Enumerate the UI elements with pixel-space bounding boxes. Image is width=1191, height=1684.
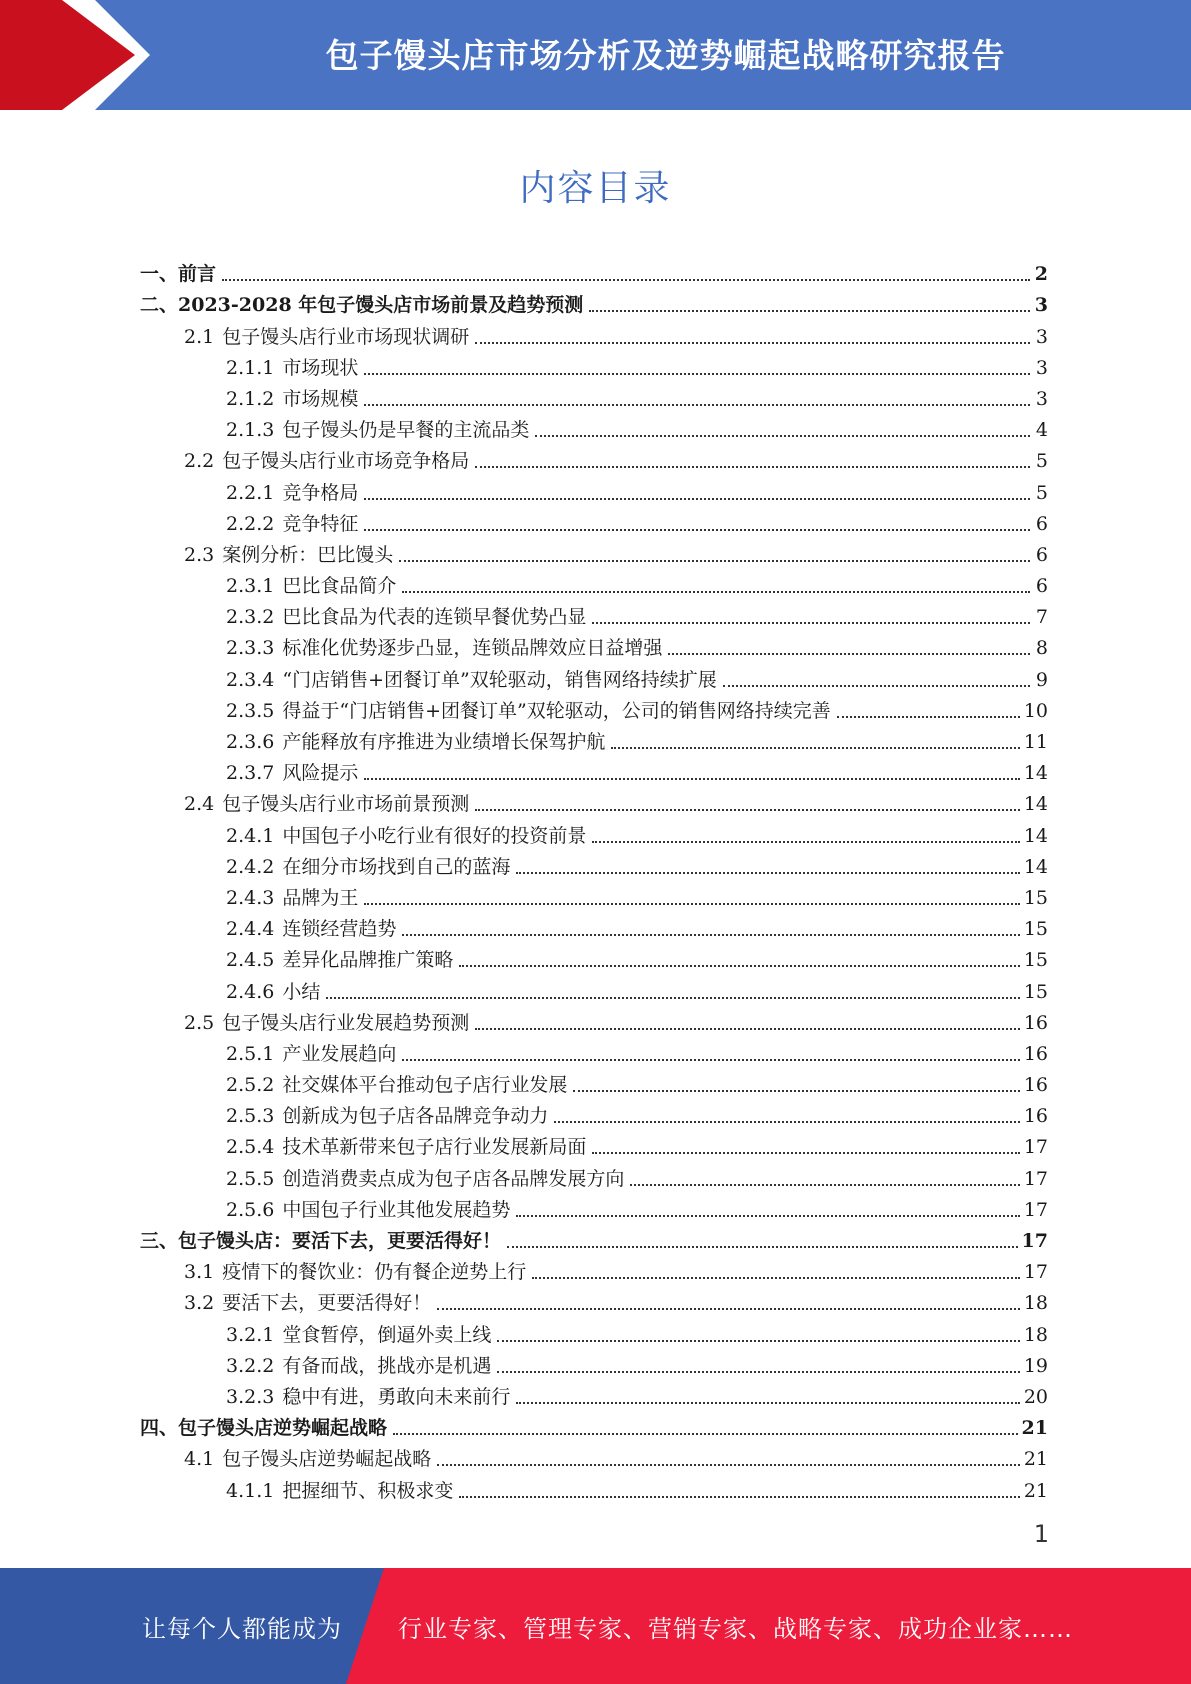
toc-entry-number: 2.1.3: [226, 419, 275, 442]
toc-entry-number: 2.5.3: [226, 1105, 275, 1128]
toc-entry[interactable]: [140, 1003, 1048, 1034]
toc-entry[interactable]: [140, 504, 1048, 535]
toc-dot-leader: [475, 1028, 1020, 1030]
toc-entry[interactable]: [140, 1408, 1048, 1439]
toc-entry-number: 2.5.2: [226, 1074, 275, 1097]
report-title: 包子馒头店市场分析及逆势崛起战略研究报告: [325, 35, 1006, 75]
toc-entry-page: 16: [1023, 1011, 1048, 1034]
toc-dot-leader: [668, 653, 1030, 655]
toc-entry-title: 包子馒头店行业市场竞争格局: [222, 450, 470, 473]
toc-entry-title: 创新成为包子店各品牌竞争动力: [282, 1105, 549, 1128]
toc-entry-title: 堂食暂停，倒逼外卖上线: [282, 1323, 492, 1346]
toc-entry[interactable]: [140, 940, 1048, 971]
toc-entry[interactable]: [140, 784, 1048, 815]
toc-entry[interactable]: [140, 472, 1048, 503]
toc-entry[interactable]: [140, 691, 1048, 722]
toc-entry-title: 在细分市场找到自己的蓝海: [282, 855, 511, 878]
toc-dot-leader: [459, 1496, 1019, 1498]
toc-entry[interactable]: [140, 909, 1048, 940]
toc-dot-leader: [516, 1402, 1019, 1404]
toc-entry-title: 中国包子小吃行业有很好的投资前景: [282, 824, 587, 847]
toc-entry-number: 三、: [140, 1230, 179, 1252]
toc-entry-number: 四、: [140, 1417, 179, 1440]
toc-entry-page: 17: [1023, 1198, 1048, 1221]
toc-entry-title: 连锁经营趋势: [282, 918, 397, 941]
toc-entry[interactable]: [140, 815, 1048, 846]
toc-entry-page: 14: [1023, 855, 1048, 878]
toc-entry-number: 2.4.2: [226, 855, 275, 878]
toc-entry-number: 3.2.3: [226, 1385, 275, 1408]
toc-dot-leader: [592, 841, 1019, 843]
toc-dot-leader: [399, 560, 1030, 562]
toc-entry-number: 2.5: [184, 1011, 215, 1034]
toc-entry-title: 包子馒头店行业发展趋势预测: [222, 1011, 470, 1034]
toc-dot-leader: [364, 404, 1030, 406]
toc-entry-page: 15: [1023, 918, 1048, 941]
toc-entry-number: 2.4.4: [226, 918, 275, 941]
toc-entry-page: 16: [1023, 1042, 1048, 1065]
toc-entry-number: 2.5.4: [226, 1136, 275, 1159]
toc-entry-page: 18: [1023, 1292, 1048, 1315]
toc-entry[interactable]: [140, 1065, 1048, 1096]
toc-dot-leader: [364, 373, 1030, 375]
toc-dot-leader: [222, 279, 1030, 281]
toc-entry-title: 中国包子行业其他发展趋势: [282, 1198, 511, 1221]
toc-entry-page: 6: [1035, 543, 1048, 566]
toc-entry[interactable]: [140, 566, 1048, 597]
toc-entry-number: 2.3: [184, 543, 215, 566]
toc-entry-page: 10: [1023, 699, 1048, 722]
toc-entry-number: 2.3.7: [226, 762, 275, 785]
toc-entry-page: 6: [1035, 512, 1048, 535]
toc-entry-number: 2.3.6: [226, 731, 275, 753]
toc-entry[interactable]: [140, 1470, 1048, 1501]
footer-banner: [0, 1568, 1191, 1684]
toc-entry-title: 标准化优势逐步凸显，连锁品牌效应日益增强: [282, 637, 663, 660]
toc-entry-title: “门店销售+团餐订单”双轮驱动，销售网络持续扩展: [282, 668, 717, 691]
toc-dot-leader: [326, 997, 1019, 999]
toc-entry-title: 有备而战，挑战亦是机遇: [282, 1354, 492, 1377]
toc-entry-page: 7: [1035, 606, 1048, 629]
toc-entry-title: 包子馒头店逆势崛起战略: [222, 1448, 432, 1471]
toc-entry-number: 2.1: [184, 325, 215, 348]
toc-entry-title: 品牌为王: [282, 886, 359, 909]
toc-entry[interactable]: [140, 316, 1048, 347]
toc-entry-page: 21: [1023, 1448, 1048, 1471]
toc-entry-number: 2.4.1: [226, 824, 275, 847]
toc-entry-page: 14: [1023, 762, 1048, 785]
toc-entry-number: 2.4: [184, 793, 215, 816]
toc-dot-leader: [475, 809, 1020, 811]
toc-entry-page: 14: [1023, 793, 1048, 816]
toc-dot-leader: [589, 310, 1030, 312]
toc-entry[interactable]: [140, 628, 1048, 659]
toc-entry[interactable]: [140, 1283, 1048, 1314]
page-number: 1: [1033, 1520, 1049, 1548]
toc-entry-page: 11: [1023, 731, 1048, 753]
toc-entry-page: 3: [1035, 325, 1048, 348]
toc-entry-number: 一、: [140, 263, 179, 286]
toc-dot-leader: [475, 342, 1030, 344]
toc-entry[interactable]: [140, 1346, 1048, 1377]
toc-dot-leader: [497, 1340, 1019, 1342]
toc-entry[interactable]: [140, 878, 1048, 909]
toc-entry-page: 15: [1023, 886, 1048, 909]
toc-entry[interactable]: [140, 348, 1048, 379]
toc-entry[interactable]: [140, 1439, 1048, 1470]
toc-entry-title: 稳中有进，勇敢向未来前行: [282, 1385, 511, 1408]
toc-entry-page: 19: [1023, 1354, 1048, 1377]
toc-entry[interactable]: [140, 535, 1048, 566]
toc-entry-title: 案例分析：巴比馒头: [222, 543, 394, 566]
toc-entry-title: 包子馒头店：要活下去，更要活得好！: [178, 1230, 502, 1252]
toc-entry-number: 2.3.5: [226, 699, 275, 722]
toc-entry[interactable]: [140, 441, 1048, 472]
toc-entry-page: 3: [1034, 294, 1048, 317]
toc-entry-title: 产能释放有序推进为业绩增长保驾护航: [282, 731, 606, 753]
toc-entry[interactable]: [140, 1377, 1048, 1408]
toc-entry-page: 3: [1035, 356, 1048, 379]
footer-slogan-left: 让每个人都能成为: [142, 1614, 342, 1643]
toc-entry-number: 2.4.5: [226, 949, 275, 972]
toc-dot-leader: [402, 591, 1030, 593]
toc-dot-leader: [723, 685, 1030, 687]
toc-entry-page: 2: [1034, 263, 1048, 286]
toc-entry-number: 2.2.1: [226, 481, 275, 504]
toc-entry-page: 15: [1023, 980, 1048, 1003]
toc-entry-title: 把握细节、积极求变: [282, 1479, 454, 1502]
toc-entry-title: 风险提示: [282, 762, 359, 785]
toc-entry-number: 2.1.1: [226, 356, 275, 379]
toc-entry-page: 16: [1023, 1074, 1048, 1097]
toc-dot-leader: [364, 903, 1019, 905]
toc-entry-title: 巴比食品为代表的连锁早餐优势凸显: [282, 606, 587, 629]
toc-entry-page: 4: [1035, 419, 1048, 442]
toc-entry[interactable]: [140, 1221, 1048, 1252]
toc-dot-leader: [364, 529, 1030, 531]
toc-entry-number: 2.3.4: [226, 668, 275, 691]
toc-entry-title: 疫情下的餐饮业：仍有餐企逆势上行: [222, 1261, 527, 1284]
toc-entry[interactable]: [140, 1034, 1048, 1065]
toc-entry[interactable]: [140, 597, 1048, 628]
toc-entry-title: 市场规模: [282, 387, 359, 410]
toc-entry-number: 2.2: [184, 450, 215, 473]
toc-dot-leader: [535, 435, 1030, 437]
toc-entry-title: 巴比食品简介: [282, 575, 397, 598]
table-of-contents: [140, 254, 1048, 1502]
toc-entry-number: 4.1.1: [226, 1479, 275, 1502]
toc-entry[interactable]: [140, 971, 1048, 1002]
toc-entry-title: 创造消费卖点成为包子店各品牌发展方向: [282, 1167, 625, 1190]
toc-entry-title: 竞争格局: [282, 481, 359, 504]
toc-dot-leader: [837, 716, 1020, 718]
header-arrow-decoration: [0, 0, 160, 110]
toc-entry-number: 3.2: [184, 1292, 215, 1315]
toc-entry-title: 包子馒头店行业市场现状调研: [222, 325, 470, 348]
toc-entry[interactable]: [140, 1252, 1048, 1283]
toc-entry-page: 3: [1035, 387, 1048, 410]
toc-dot-leader: [630, 1184, 1019, 1186]
toc-entry[interactable]: [140, 753, 1048, 784]
toc-entry-number: 2.1.2: [226, 387, 275, 410]
toc-entry-title: 前言: [178, 263, 217, 286]
toc-entry-page: 8: [1035, 637, 1048, 660]
toc-dot-leader: [611, 747, 1019, 749]
toc-entry[interactable]: [140, 285, 1048, 316]
toc-entry-title: 竞争特征: [282, 512, 359, 535]
toc-dot-leader: [402, 1059, 1019, 1061]
toc-entry-title: 得益于“门店销售+团餐订单”双轮驱动，公司的销售网络持续完善: [282, 699, 831, 722]
toc-entry[interactable]: [140, 722, 1048, 753]
toc-entry[interactable]: [140, 1158, 1048, 1189]
toc-dot-leader: [364, 498, 1030, 500]
toc-entry-title: 市场现状: [282, 356, 359, 379]
toc-entry-title: 产业发展趋向: [282, 1042, 397, 1065]
toc-dot-leader: [437, 1464, 1020, 1466]
toc-dot-leader: [507, 1246, 1018, 1248]
toc-entry-number: 2.5.6: [226, 1198, 275, 1221]
toc-entry-title: 2023-2028 年包子馒头店市场前景及趋势预测: [178, 294, 584, 317]
toc-entry-title: 要活下去，更要活得好！: [222, 1292, 432, 1315]
toc-dot-leader: [459, 965, 1019, 967]
toc-entry-page: 17: [1021, 1230, 1048, 1252]
toc-entry-number: 2.3.3: [226, 637, 275, 660]
toc-entry-title: 差异化品牌推广策略: [282, 949, 454, 972]
toc-entry[interactable]: [140, 847, 1048, 878]
toc-entry-page: 21: [1023, 1479, 1048, 1502]
toc-entry-number: 2.3.2: [226, 606, 275, 629]
toc-entry-number: 3.1: [184, 1261, 215, 1284]
toc-entry-number: 2.4.6: [226, 980, 275, 1003]
toc-entry[interactable]: [140, 1190, 1048, 1221]
toc-entry-number: 2.3.1: [226, 575, 275, 598]
toc-entry-page: 5: [1035, 450, 1048, 473]
toc-dot-leader: [573, 1090, 1019, 1092]
toc-entry-title: 小结: [282, 980, 321, 1003]
toc-dot-leader: [532, 1277, 1020, 1279]
toc-entry-page: 17: [1023, 1261, 1048, 1284]
toc-entry-number: 2.5.1: [226, 1042, 275, 1065]
footer-slogan-right: 行业专家、管理专家、营销专家、战略专家、成功企业家……: [398, 1614, 1073, 1643]
toc-dot-leader: [516, 872, 1019, 874]
toc-entry-page: 18: [1023, 1323, 1048, 1346]
toc-entry-page: 9: [1035, 668, 1048, 691]
toc-entry-number: 4.1: [184, 1448, 215, 1471]
toc-entry-page: 16: [1023, 1105, 1048, 1128]
toc-dot-leader: [475, 466, 1030, 468]
toc-entry-number: 二、: [140, 294, 179, 317]
toc-dot-leader: [592, 622, 1030, 624]
toc-entry-number: 3.2.2: [226, 1354, 275, 1377]
toc-dot-leader: [497, 1371, 1019, 1373]
toc-dot-leader: [402, 934, 1019, 936]
toc-dot-leader: [364, 778, 1019, 780]
toc-entry-number: 2.5.5: [226, 1167, 275, 1190]
toc-entry[interactable]: [140, 659, 1048, 690]
toc-dot-leader: [393, 1433, 1018, 1435]
toc-entry-page: 20: [1023, 1385, 1048, 1408]
toc-entry-page: 17: [1023, 1167, 1048, 1190]
toc-entry[interactable]: [140, 1096, 1048, 1127]
toc-entry[interactable]: [140, 379, 1048, 410]
toc-entry[interactable]: [140, 1127, 1048, 1158]
toc-entry-title: 包子馒头店行业市场前景预测: [222, 793, 470, 816]
toc-entry-title: 包子馒头店逆势崛起战略: [178, 1417, 388, 1440]
header-banner: [0, 0, 1191, 110]
toc-entry-title: 技术革新带来包子店行业发展新局面: [282, 1136, 587, 1159]
toc-dot-leader: [516, 1215, 1019, 1217]
toc-entry-title: 包子馒头仍是早餐的主流品类: [282, 419, 530, 442]
toc-dot-leader: [554, 1121, 1019, 1123]
toc-entry-page: 15: [1023, 949, 1048, 972]
toc-dot-leader: [592, 1152, 1019, 1154]
toc-entry-number: 2.2.2: [226, 512, 275, 535]
toc-entry-page: 14: [1023, 824, 1048, 847]
toc-entry-title: 社交媒体平台推动包子店行业发展: [282, 1074, 568, 1097]
toc-entry-page: 5: [1035, 481, 1048, 504]
toc-entry-page: 6: [1035, 575, 1048, 598]
toc-entry[interactable]: [140, 1314, 1048, 1345]
toc-entry-page: 21: [1021, 1417, 1048, 1440]
toc-entry-page: 17: [1023, 1136, 1048, 1159]
toc-entry-number: 3.2.1: [226, 1323, 275, 1346]
toc-entry[interactable]: [140, 254, 1048, 285]
toc-heading: 内容目录: [519, 168, 672, 209]
toc-dot-leader: [437, 1308, 1020, 1310]
toc-entry-number: 2.4.3: [226, 886, 275, 909]
toc-entry[interactable]: [140, 410, 1048, 441]
